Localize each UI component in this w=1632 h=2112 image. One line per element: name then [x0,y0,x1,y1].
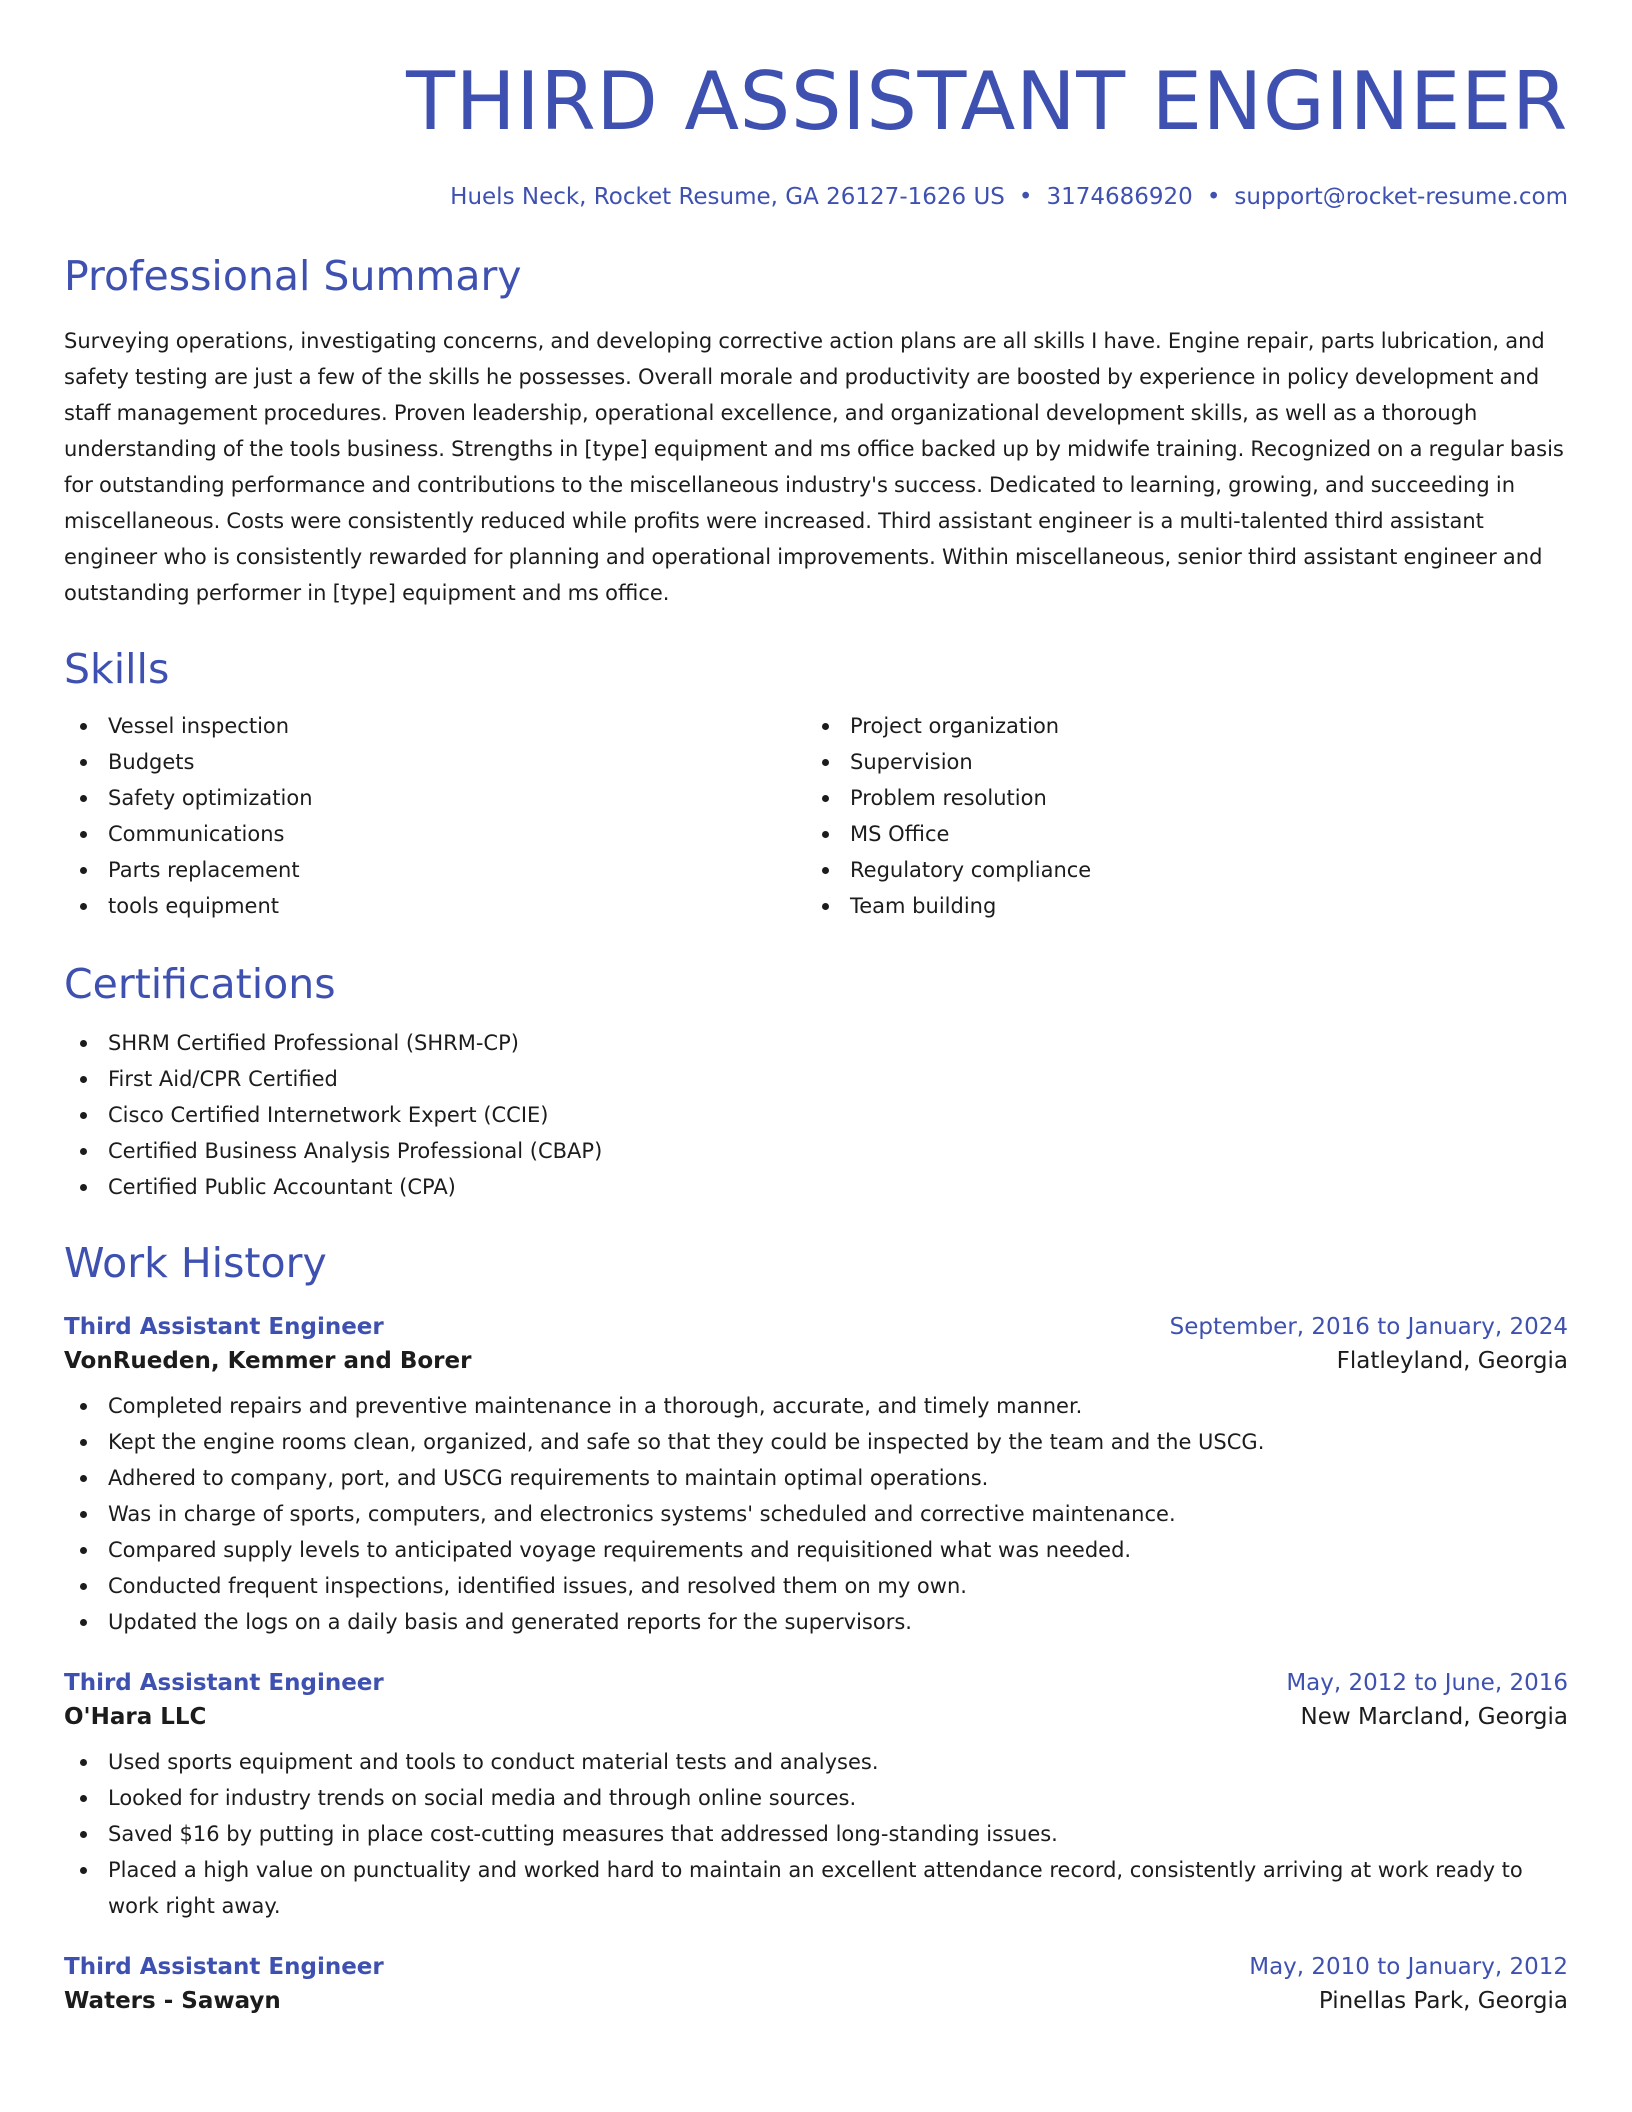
skill-item: Communications [64,816,806,852]
job-duty-item: Completed repairs and preventive maintenance in a thorough, accurate, and timely manner. [64,1388,1568,1424]
certifications-section-title: Certifications [64,960,336,1008]
contact-email: support@rocket-resume.com [1234,184,1568,210]
job-title: Third Assistant Engineer [64,1954,384,1980]
skill-item: Problem resolution [806,780,1568,816]
job-duty-item: Conducted frequent inspections, identified issues, and resolved them on my own. [64,1568,1568,1604]
skills-list-left [64,708,806,924]
job-header-row [64,1954,1568,1980]
skill-item: Vessel inspection [64,708,806,744]
job-entry [64,1954,1568,2014]
job-duty-item: Compared supply levels to anticipated voyage requirements and requisitioned what was needed. [64,1532,1568,1568]
certification-item: Certified Business Analysis Professional (CBAP) [64,1133,1568,1169]
job-duty-item: Updated the logs on a daily basis and generated reports for the supervisors. [64,1604,1568,1640]
job-dates: September, 2016 to January, 2024 [1169,1314,1568,1340]
job-dates: May, 2012 to June, 2016 [1286,1670,1568,1696]
job-location: Flatleyland, Georgia [1336,1348,1568,1374]
job-company: VonRueden, Kemmer and Borer [64,1348,472,1374]
job-duties-list [64,1744,1568,1924]
job-duty-item: Used sports equipment and tools to conduct material tests and analyses. [64,1744,1568,1780]
skills-grid [64,708,1568,924]
job-company-row [64,1704,1568,1730]
job-duty-item: Adhered to company, port, and USCG requirements to maintain optimal operations. [64,1460,1568,1496]
certifications-list [64,1025,1568,1205]
skill-item: Supervision [806,744,1568,780]
job-company-row [64,1988,1568,2014]
certification-item: SHRM Certified Professional (SHRM-CP) [64,1025,1568,1061]
job-entry [64,1314,1568,1640]
job-title: Third Assistant Engineer [64,1670,384,1696]
job-duty-item: Was in charge of sports, computers, and electronics systems' scheduled and corrective maintenance. [64,1496,1568,1532]
skill-item: Safety optimization [64,780,806,816]
skill-item: Budgets [64,744,806,780]
job-duty-item: Looked for industry trends on social media and through online sources. [64,1780,1568,1816]
contact-separator: • [1206,184,1221,210]
certification-item: Cisco Certified Internetwork Expert (CCIE) [64,1097,1568,1133]
job-duty-item: Kept the engine rooms clean, organized, and safe so that they could be inspected by the team and the USCG. [64,1424,1568,1460]
skill-item: Parts replacement [64,852,806,888]
summary-section-title: Professional Summary [64,252,522,300]
job-duties-list [64,1388,1568,1640]
job-duty-item: Saved $16 by putting in place cost-cutting measures that addressed long-standing issues. [64,1816,1568,1852]
job-company: O'Hara LLC [64,1704,207,1730]
certification-item: First Aid/CPR Certified [64,1061,1568,1097]
job-company: Waters - Sawayn [64,1988,281,2014]
skill-item: Project organization [806,708,1568,744]
certification-item: Certified Public Accountant (CPA) [64,1169,1568,1205]
contact-phone: 3174686920 [1046,184,1193,210]
contact-address: Huels Neck, Rocket Resume, GA 26127-1626 US [450,184,1005,210]
contact-separator: • [1018,184,1033,210]
summary-text: Surveying operations, investigating concerns, and developing corrective action plans are all skills I have. Engine repair, parts lubrication, and safety testing are just a few of the skills he possesses. Overall morale and productivity are boosted by experience in policy development and staff management procedures. Proven leadership, operational excellence, and organizational development skills, as well as a thorough understanding of the tools business. Strengths in [type] equipment and ms office backed up by midwife training. Recognized on a regular basis for outstanding performance and contributions to the miscellaneous industry's success. Dedicated to learning, growing, and succeeding in miscellaneous. Costs were consistently reduced while profits were increased. Third assistant engineer is a multi-talented third assistant engineer who is consistently rewarded for planning and operational improvements. Within miscellaneous, senior third assistant engineer and outstanding performer in [type] equipment and ms office. [64,329,1564,605]
skills-section-title: Skills [64,645,170,693]
skill-item: Team building [806,888,1568,924]
job-company-row [64,1348,1568,1374]
job-location: New Marcland, Georgia [1300,1704,1568,1730]
job-title: Third Assistant Engineer [64,1314,384,1340]
skill-item: Regulatory compliance [806,852,1568,888]
skill-item: tools equipment [64,888,806,924]
job-header-row [64,1314,1568,1340]
skill-item: MS Office [806,816,1568,852]
resume-name-heading: THIRD ASSISTANT ENGINEER [406,55,1568,148]
job-header-row [64,1670,1568,1696]
job-entry [64,1670,1568,1924]
work-history-section-title: Work History [64,1239,327,1287]
contact-line [64,184,1568,210]
job-dates: May, 2010 to January, 2012 [1249,1954,1568,1980]
job-duty-item: Placed a high value on punctuality and worked hard to maintain an excellent attendance record, consistently arriving at work ready to work right away. [64,1852,1568,1924]
job-location: Pinellas Park, Georgia [1318,1988,1568,2014]
skills-list-right [806,708,1568,924]
